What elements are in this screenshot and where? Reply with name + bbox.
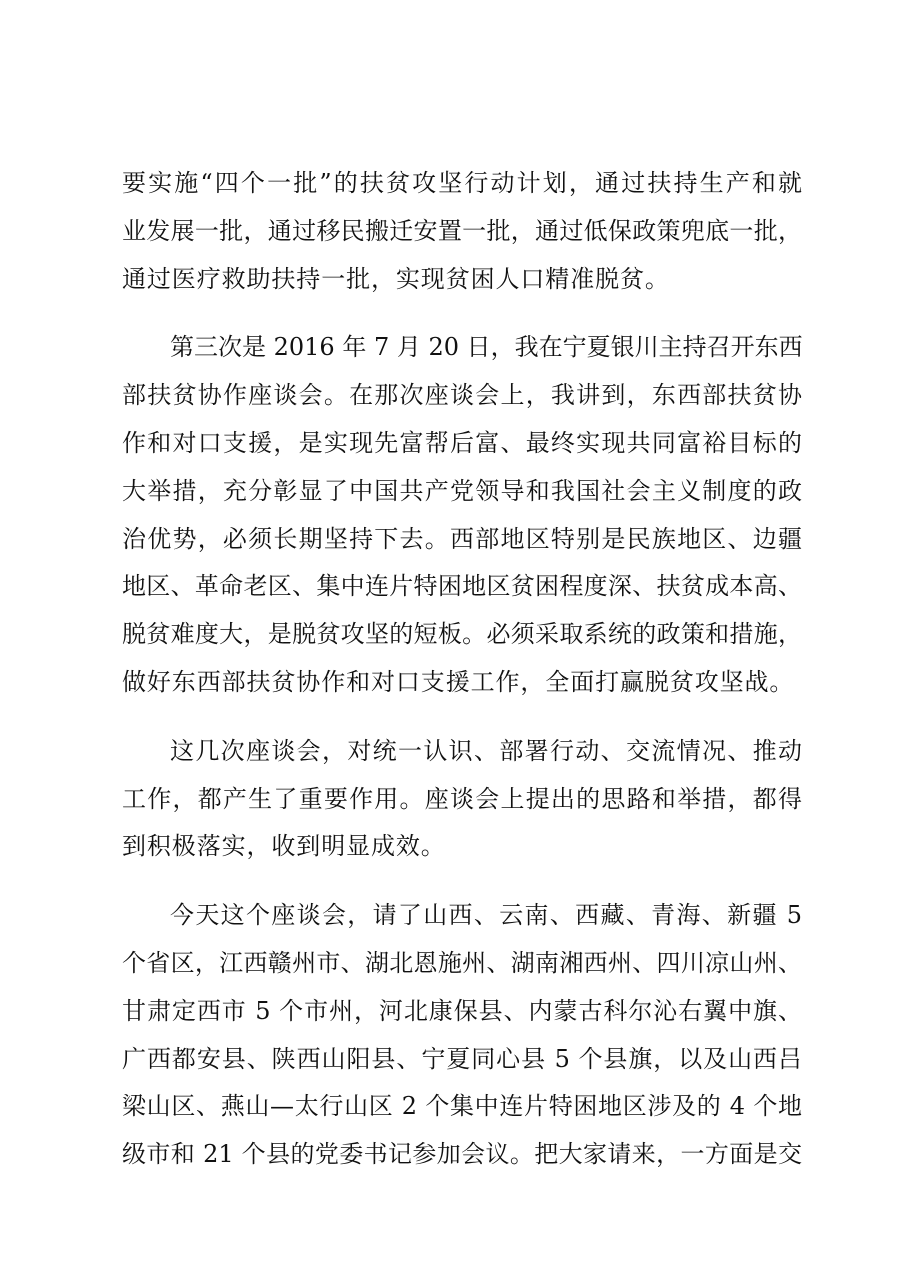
text-line: 第三次是 2016 年 7 月 20 日，我在宁夏银川主持召开东西 <box>170 333 803 362</box>
text-line: 这几次座谈会，对统一认识、部署行动、交流情况、推动 <box>170 736 802 765</box>
text-line: 广西都安县、陕西山阳县、宁夏同心县 5 个县旗，以及山西吕 <box>122 1044 802 1073</box>
paragraph-3 <box>122 728 802 871</box>
text-line: 作和对口支援，是实现先富帮后富、最终实现共同富裕目标的 <box>122 428 802 457</box>
text-line: 个省区，江西赣州市、湖北恩施州、湖南湘西州、四川凉山州、 <box>122 948 802 977</box>
text-line: 要实施“四个一批”的扶贫攻坚行动计划，通过扶持生产和就 <box>122 169 802 197</box>
text-line: 大举措，充分彰显了中国共产党领导和我国社会主义制度的政 <box>122 476 802 505</box>
text-line: 工作，都产生了重要作用。座谈会上提出的思路和举措，都得 <box>122 784 802 813</box>
text-line: 甘肃定西市 5 个市州，河北康保县、内蒙古科尔沁右翼中旗、 <box>122 996 802 1025</box>
text-line: 级市和 21 个县的党委书记参加会议。把大家请来，一方面是交 <box>122 1140 802 1169</box>
paragraph-1 <box>122 160 802 303</box>
text-line: 做好东西部扶贫协作和对口支援工作，全面打赢脱贫攻坚战。 <box>122 667 795 696</box>
body-text <box>122 160 802 1200</box>
text-line: 梁山区、燕山—太行山区 2 个集中连片特困地区涉及的 4 个地 <box>122 1092 802 1121</box>
text-line: 通过医疗救助扶持一批，实现贫困人口精准脱贫。 <box>122 264 670 293</box>
text-line: 今天这个座谈会，请了山西、云南、西藏、青海、新疆 5 <box>170 901 802 930</box>
text-line: 到积极落实，收到明显成效。 <box>122 832 446 861</box>
text-line: 地区、革命老区、集中连片特困地区贫困程度深、扶贫成本高、 <box>122 572 802 601</box>
paragraph-4 <box>122 892 802 1179</box>
text-line: 治优势，必须长期坚持下去。西部地区特别是民族地区、边疆 <box>122 524 802 553</box>
text-line: 脱贫难度大，是脱贫攻坚的短板。必须采取系统的政策和措施， <box>122 620 802 649</box>
text-line: 业发展一批，通过移民搬迁安置一批，通过低保政策兜底一批， <box>122 216 802 245</box>
text-line: 部扶贫协作座谈会。在那次座谈会上，我讲到，东西部扶贫协 <box>122 381 802 410</box>
paragraph-2 <box>122 324 802 706</box>
